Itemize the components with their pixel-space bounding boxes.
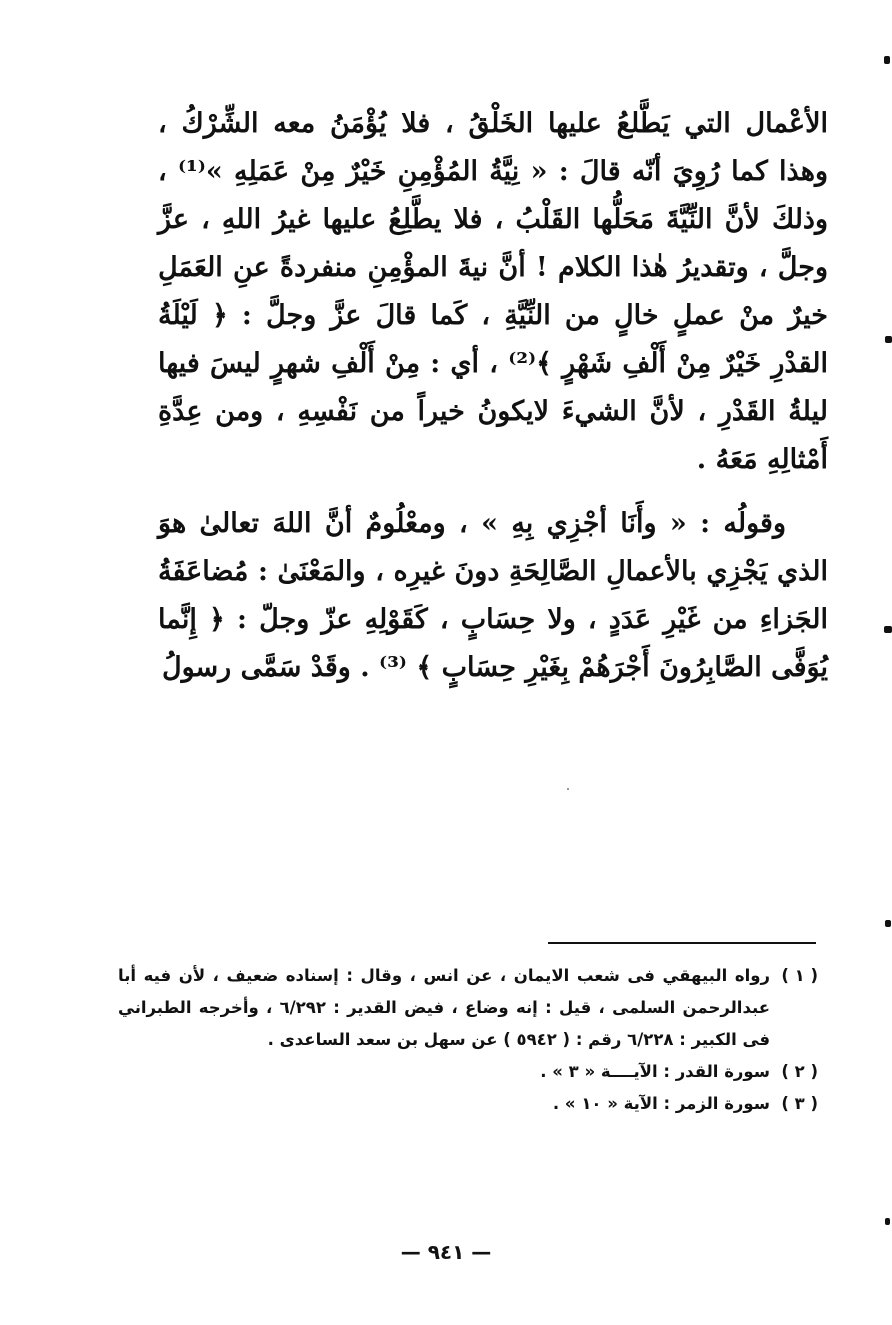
footnote-2 — [118, 1056, 818, 1088]
body-paragraph-2: وقولُه : « وأَنَا أجْزِي بِهِ » ، ومعْلُومٌ أنَّ اللهَ تعالىٰ هوَ الذي يَجْزِي بالأعمالِ الصَّالِحَةِ دونَ غيرِه ، والمَعْنَىٰ : مُضاعَفَةُ الجَزاءِ من غَيْرِ عَدَدٍ ، ولا حِسَابٍ ، كَقَوْلِهِ عزّ وجلّ : ﴿ إِنَّما يُوَفَّى الصَّابِرُونَ أَجْرَهُمْ بِغَيْرِ حِسَابٍ ﴾ ⁽³⁾ . وقَدْ سَمَّى رسولُ — [158, 508, 828, 683]
scan-edge-mark — [885, 336, 892, 343]
scan-speck — [567, 788, 569, 790]
footnote-text: رواه البيهقي فى شعب الايمان ، عن انس ، وقال : إسناده ضعيف ، لأن فيه أبا عبدالرحمن السلمى ، قيل : إنه وضاع ، فيض القدير : ٦/٢٩٢ ، وأخرجه الطبراني فى الكبير : ٦/٢٢٨ رقم : ( ٥٩٤٢ ) عن سهل بن سعد الساعدى . — [118, 966, 771, 1049]
footnote-1 — [118, 960, 818, 1056]
scan-edge-mark — [884, 626, 892, 633]
main-body-text — [158, 100, 828, 692]
page-number: — ٩٤١ — — [400, 1240, 492, 1264]
scan-edge-mark — [885, 1218, 890, 1225]
scan-edge-mark — [884, 56, 890, 64]
footnote-number: ( ١ ) — [781, 966, 818, 985]
footnotes-section — [118, 960, 818, 1120]
scan-edge-mark — [885, 920, 891, 927]
footnote-number: ( ٢ ) — [781, 1062, 818, 1081]
footnote-text: سورة القدر : الآيــــة « ٣ » . — [540, 1062, 770, 1081]
body-paragraph-1: الأعْمال التي يَطَّلعُ عليها الخَلْقُ ، فلا يُؤْمَنُ معه الشِّرْكُ ، وهذا كما رُوِيَ أنّه قالَ : « نِيَّةُ المُؤْمِنِ خَيْرٌ مِنْ عَمَلِهِ »⁽¹⁾ ، وذلكَ لأنَّ النِّيَّةَ مَحَلُّها القَلْبُ ، فلا يطَّلِعُ عليها غيرُ اللهِ ، عزَّ وجلَّ ، وتقديرُ هٰذا الكلام ! أنَّ نيةَ المؤْمِنِ منفردةً عنِ العَمَلِ خيرٌ منْ عملٍ خالٍ من النِّيَّةِ ، كَما قالَ عزَّ وجلَّ : ﴿ لَيْلَةُ القدْرِ خَيْرٌ مِنْ أَلْفِ شَهْرٍ ﴾⁽²⁾ ، أي : مِنْ أَلْفِ شهرٍ ليسَ فيها ليلةُ القَدْرِ ، لأنَّ الشيءَ لايكونُ خيراً من نَفْسِهِ ، ومن عِدَّةِ أَمْثالِهِ مَعَهُ . — [158, 108, 829, 475]
footnote-text: سورة الزمر : الآية « ١٠ » . — [552, 1094, 770, 1113]
footnote-3 — [118, 1088, 818, 1120]
footnote-number: ( ٣ ) — [781, 1094, 818, 1113]
footnote-separator — [548, 942, 816, 944]
